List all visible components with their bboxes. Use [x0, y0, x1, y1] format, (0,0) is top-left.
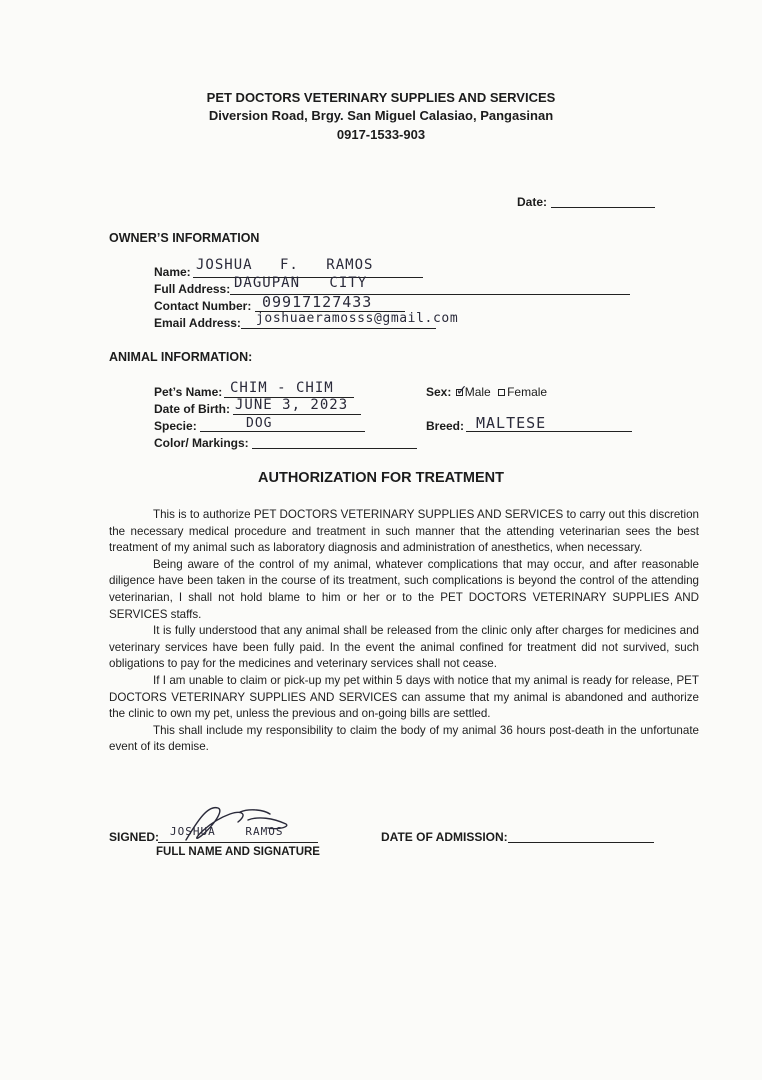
- breed-value: MALTESE: [476, 414, 547, 432]
- dob-line: [233, 414, 361, 415]
- handwritten-signature: [178, 800, 308, 848]
- color-markings-label: Color/ Markings:: [154, 436, 249, 450]
- authorization-title: AUTHORIZATION FOR TREATMENT: [258, 470, 504, 486]
- signature-caption: FULL NAME AND SIGNATURE: [156, 846, 320, 858]
- authorization-paragraph-3: It is fully understood that any animal shall be released from the clinic only after charges for medicines and veterinary services have been fully paid. In the event the animal confined for treatment did not survived, such obligations to pay for the medicines and veterinary services shall not cease.: [109, 624, 699, 671]
- check-mark-icon: ✓: [455, 383, 468, 399]
- signed-label: SIGNED:: [109, 830, 160, 844]
- date-label: Date:: [517, 195, 548, 209]
- company-address: Diversion Road, Brgy. San Miguel Calasiao, Pangasinan: [208, 108, 554, 123]
- sex-field: [426, 385, 547, 399]
- authorization-paragraph-1: This is to authorize PET DOCTORS VETERINARY SUPPLIES AND SERVICES to carry out this discretion the necessary medical procedure and treatment in such manner that the attending veterinarian sees the best treatment of my animal such as laboratory diagnosis and administration of anesthetics, when necessary.: [109, 508, 699, 555]
- owner-email-label: Email Address:: [154, 316, 241, 330]
- male-option: Male: [464, 385, 491, 399]
- owner-address-label: Full Address:: [154, 282, 231, 296]
- owner-section-title: OWNER’S INFORMATION: [109, 231, 260, 245]
- specie-label: Specie:: [154, 419, 197, 433]
- company-name: PET DOCTORS VETERINARY SUPPLIES AND SERVICES: [206, 90, 556, 105]
- owner-name-value: JOSHUA F. RAMOS: [196, 257, 374, 273]
- pet-name-label: Pet’s Name:: [154, 385, 223, 399]
- authorization-paragraph-4: If I am unable to claim or pick-up my pet within 5 days with notice that my animal is ready for release, PET DOCTORS VETERINARY SUPPLIES AND SERVICES can assume that my animal is abandoned and authorize the clinic to own my pet, unless the previous and on-going bills are settled.: [109, 673, 699, 721]
- owner-email-value: joshuaeramosss@gmail.com: [256, 311, 459, 326]
- sex-label: Sex:: [426, 385, 452, 399]
- color-markings-line: [252, 448, 417, 449]
- pet-name-value: CHIM - CHIM: [230, 380, 334, 396]
- authorization-paragraph-5: This shall include my responsibility to claim the body of my animal 36 hours post-death in the unfortunate event of its demise.: [109, 723, 699, 754]
- owner-name-label: Name:: [154, 265, 191, 279]
- animal-section-title: ANIMAL INFORMATION:: [109, 350, 253, 364]
- authorization-body: [109, 507, 699, 756]
- company-phone: 0917-1533-903: [336, 127, 426, 142]
- owner-contact-label: Contact Number:: [154, 299, 252, 313]
- owner-email-line: [241, 328, 436, 329]
- specie-value: DOG: [246, 416, 273, 431]
- authorization-paragraph-2: Being aware of the control of my animal, whatever complications that may occur, and after reasonable diligence have been taken in the course of its treatment, such complications is beyond the control of the attending veterinarian, I shall not hold blame to him or her or to the PET DOCTORS VETERINARY SUPPLIES AND SERVICES staffs.: [109, 557, 699, 621]
- female-checkbox[interactable]: [498, 389, 505, 396]
- signed-name-value: JOSHUA RAMOS: [170, 825, 284, 838]
- dob-value: JUNE 3, 2023: [235, 397, 349, 413]
- owner-address-value: DAGUPAN CITY: [234, 275, 368, 291]
- owner-contact-value: 09917127433: [262, 293, 373, 311]
- admission-date-line: [508, 842, 654, 843]
- male-checkbox[interactable]: [455, 383, 468, 399]
- female-option: Female: [507, 385, 548, 399]
- specie-line: [200, 431, 365, 432]
- admission-date-label: DATE OF ADMISSION:: [381, 830, 508, 844]
- date-line: [551, 207, 655, 208]
- dob-label: Date of Birth:: [154, 402, 230, 416]
- breed-label: Breed:: [426, 419, 465, 433]
